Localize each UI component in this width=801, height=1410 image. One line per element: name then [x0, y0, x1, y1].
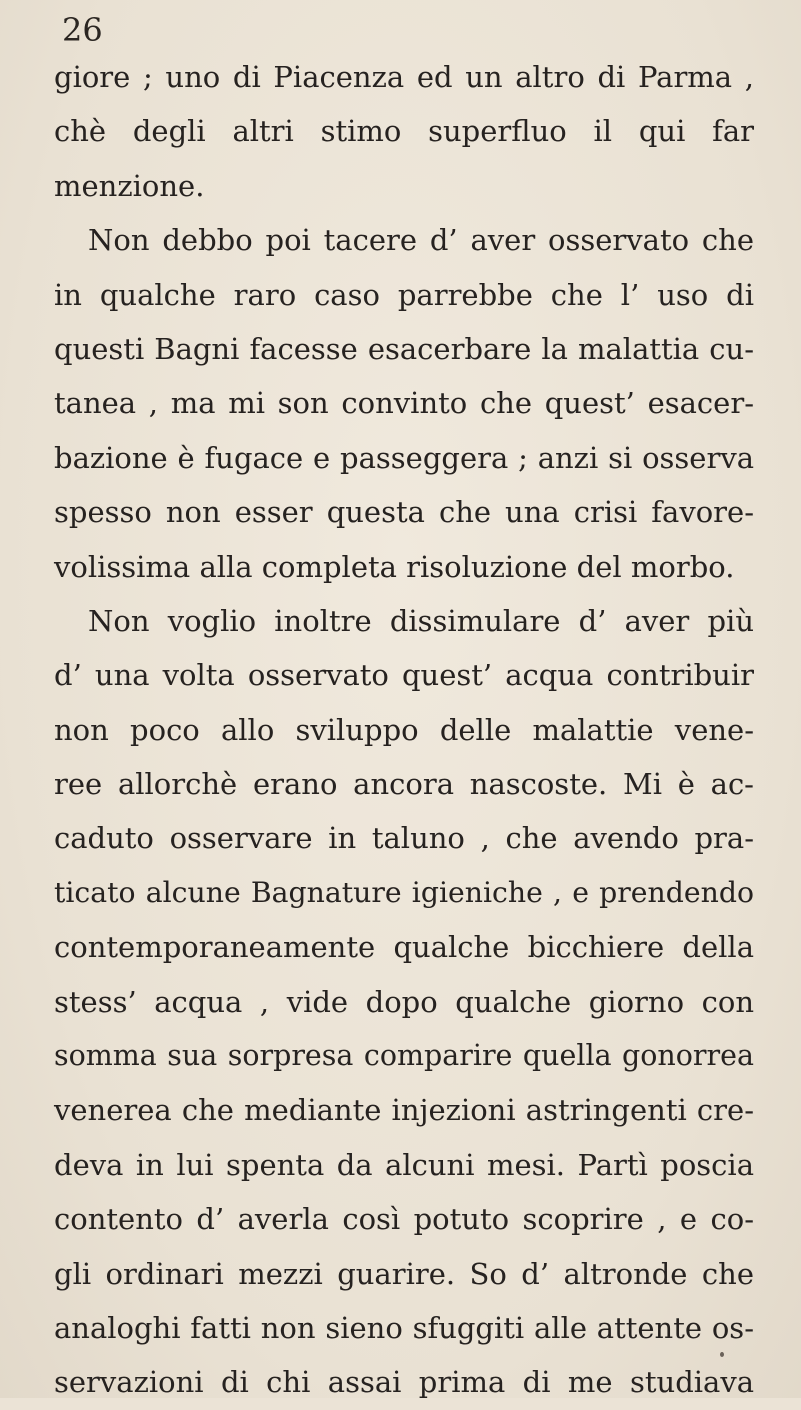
text-line: Non debbo poi tacere d’ aver osservato che — [88, 223, 754, 258]
text-line: deva in lui spenta da alcuni mesi. Partì poscia — [54, 1147, 754, 1182]
text-line: venerea che mediante injezioni astringenti cre- — [54, 1093, 754, 1128]
text-line: somma sua sorpresa comparire quella gonorrea — [54, 1039, 754, 1073]
text-line: menzione. — [54, 168, 205, 203]
text-line: caduto osservare in taluno , che avendo pra- — [54, 821, 754, 856]
text-line: tanea , ma mi son convinto che quest’ esacer- — [54, 386, 754, 421]
text-line: d’ una volta osservato quest’ acqua contribuir — [54, 658, 754, 693]
text-line: stess’ acqua , vide dopo qualche giorno con — [54, 984, 754, 1019]
text-line: volissima alla completa risoluzione del morbo. — [54, 549, 735, 584]
text-line: bazione è fugace e passeggera ; anzi si osserva — [54, 440, 754, 475]
text-line: contento d’ averla così potuto scoprire , e co- — [54, 1202, 754, 1237]
page-number: 26 — [62, 11, 103, 49]
text-line: gli ordinari mezzi guarire. So d’ altronde che — [54, 1256, 754, 1291]
text-line: servazioni di chi assai prima di me studiava — [54, 1365, 754, 1400]
text-line: contemporaneamente qualche bicchiere della — [54, 930, 754, 965]
text-line: ree allorchè erano ancora nascoste. Mi è ac- — [54, 767, 754, 802]
text-line: chè degli altri stimo superfluo il qui far — [54, 114, 754, 149]
text-line: giore ; uno di Piacenza ed un altro di Parma , — [54, 60, 754, 94]
text-line: ticato alcune Bagnature igieniche , e prendendo — [54, 875, 754, 909]
text-line: spesso non esser questa che una crisi favore- — [54, 495, 754, 530]
text-line: questi Bagni facesse esacerbare la malattia cu- — [54, 331, 754, 366]
paper-speck — [720, 1352, 724, 1357]
text-line: Non voglio inoltre dissimulare d’ aver più — [88, 603, 754, 638]
text-line: analoghi fatti non sieno sfuggiti alle attente os- — [54, 1310, 754, 1345]
text-line: in qualche raro caso parrebbe che l’ uso di — [54, 277, 754, 312]
body-text — [54, 50, 754, 1410]
text-line: non poco allo sviluppo delle malattie vene- — [54, 712, 754, 747]
